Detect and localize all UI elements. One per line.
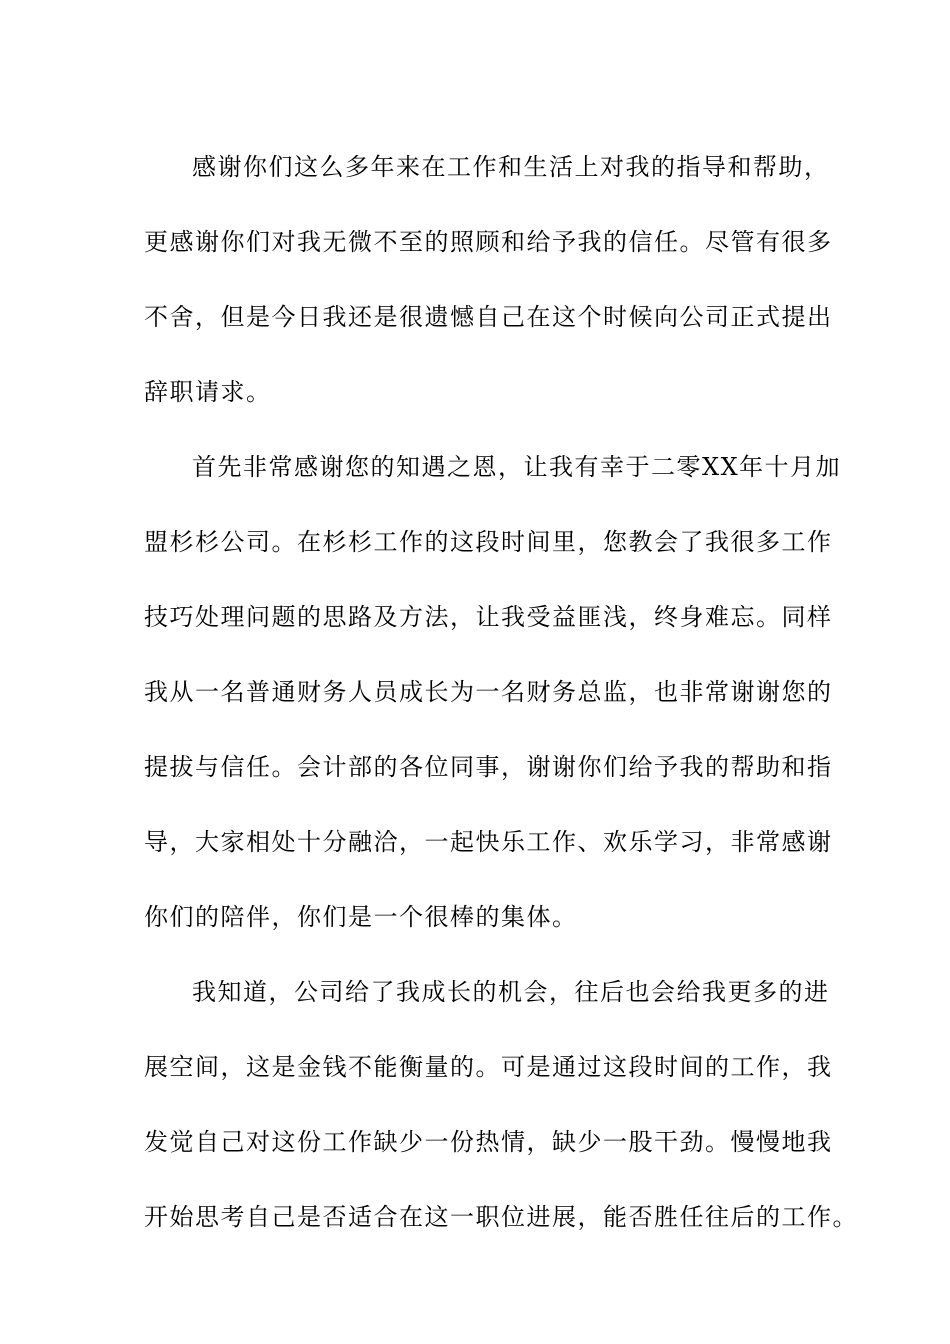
paragraph-1 [144,130,833,430]
text-line: 我知道，公司给了我成长的机会，往后也会给我更多的进 [192,978,830,1006]
text-line: 辞职请求。 [144,378,272,406]
text-line: 更感谢你们对我无微不至的照顾和给予我的信任。尽管有很多 [144,228,833,256]
text-line: 提拔与信任。会计部的各位同事，谢谢你们给予我的帮助和指 [144,753,833,781]
text-line: 盟杉杉公司。在杉杉工作的这段时间里，您教会了我很多工作 [144,528,833,556]
text-line: 感谢你们这么多年来在工作和生活上对我的指导和帮助， [192,153,830,181]
text-line: 你们的陪伴，你们是一个很棒的集体。 [144,903,578,931]
text-line: 导，大家相处十分融洽，一起快乐工作、欢乐学习，非常感谢 [144,828,833,856]
text-line: 展空间，这是金钱不能衡量的。可是通过这段时间的工作，我 [144,1053,833,1081]
letter-body [144,130,858,1255]
text-line: 发觉自己对这份工作缺少一份热情，缺少一股干劲。慢慢地我 [144,1128,833,1156]
text-line: 技巧处理问题的思路及方法，让我受益匪浅，终身难忘。同样 [144,603,833,631]
text-line: 开始思考自己是否适合在这一职位进展，能否胜任往后的工作。 [144,1203,858,1231]
paragraph-3 [144,955,858,1255]
text-line: 不舍，但是今日我还是很遗憾自己在这个时候向公司正式提出 [144,303,833,331]
text-line: 首先非常感谢您的知遇之恩，让我有幸于二零XX年十月加 [192,453,842,481]
paragraph-2 [144,430,842,955]
text-line: 我从一名普通财务人员成长为一名财务总监，也非常谢谢您的 [144,678,833,706]
